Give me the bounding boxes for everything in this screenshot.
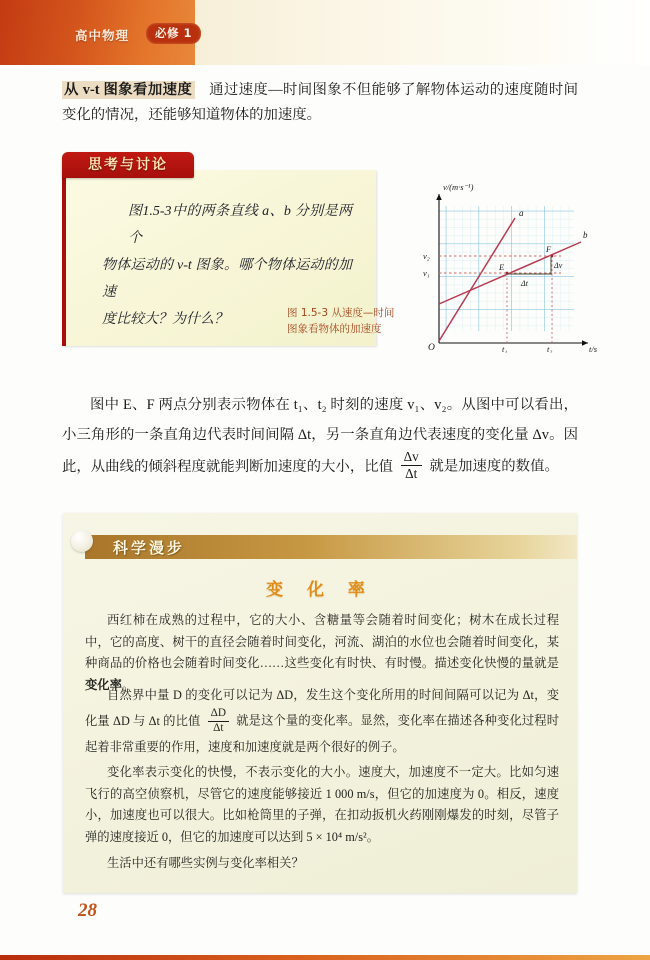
figure-caption-line-2: 图象看物体的加速度: [287, 323, 382, 335]
page-number: 28: [78, 900, 97, 921]
think-line-1: 图1.5-3中的两条直线 a、b 分别是两个: [128, 204, 352, 246]
circle-ornament-icon: [71, 530, 93, 552]
think-discuss-tab: [62, 152, 194, 178]
t1-label: t₁: [502, 344, 508, 353]
science-walk-box: [63, 513, 577, 893]
think-discuss-tab-label: 思考与讨论: [88, 157, 168, 173]
science-p1-bold: 变化率: [85, 677, 122, 692]
delta-v-label: Δv: [554, 261, 563, 270]
v2-label: v₂: [423, 251, 430, 261]
line-b-label: b: [583, 230, 588, 240]
x-axis-label: t/s: [589, 344, 598, 353]
science-p1-text: 西红柿在成熟的过程中，它的大小、含糖量等会随着时间变化；树木在成长过程中，它的高度、树干的直径会随着时间变化，河流、湖泊的水位也会随着时间变化，某种商品的价格也会随着时间变化……这些变化有时快、有时慢。描述变化快慢的量就是: [85, 613, 559, 670]
science-walk-title: 变 化 率: [266, 580, 374, 600]
fraction-denominator: Δt: [213, 721, 224, 734]
line-a-label: a: [519, 208, 524, 218]
intro-paragraph: [62, 78, 578, 128]
vt-graph-svg: [413, 178, 608, 353]
science-p2-text: 自然界中量 D 的变化可以记为 ΔD，发生这个变化所用的时间间隔可以记为 Δt，变化量 ΔD 与 Δt 的比值: [85, 688, 559, 728]
science-walk-bar-label: 科学漫步: [113, 539, 186, 557]
figure-1-5-3: [413, 178, 608, 353]
fraction-numerator: ΔD: [208, 708, 229, 722]
y-axis-arrow: [436, 194, 442, 200]
think-line-3: 度比较大？为什么？: [102, 312, 228, 327]
science-p4-text: 生活中还有哪些实例与变化率相关？: [107, 856, 304, 870]
fraction-numerator: Δv: [401, 450, 422, 466]
science-p1-end: 。: [121, 677, 135, 692]
point-f-label: F: [546, 244, 552, 254]
science-paragraph-2: [85, 683, 559, 760]
t2-label: t₂: [547, 344, 553, 353]
section-heading: 从 v-t 图象看加速度: [62, 81, 195, 99]
main-paragraph-part2: 就是加速度的数值。: [425, 458, 559, 475]
science-paragraph-3: [85, 762, 559, 848]
main-paragraph-part1: 图中 E、F 两点分别表示物体在 t₁、t₂ 时刻的速度 v₁、v₂。从图中可以看出，小三角形的一条直角边代表时间间隔 Δt，另一条直角边代表速度的变化量 Δv。因此，从曲线的倾斜程度就能判断加速度的大小，比值: [62, 397, 578, 475]
science-p2-end: 就是这个量的变化率。显然，变化率在描述各种变化过程时起着非常重要的作用，速度和加速度就是两个很好的例子。: [85, 713, 560, 754]
v1-label: v₁: [423, 268, 430, 278]
origin-label: O: [428, 343, 435, 353]
figure-caption: [287, 305, 412, 337]
x-axis-arrow: [582, 340, 588, 346]
fraction-denominator: Δt: [405, 465, 418, 481]
volume-badge: 必修 1: [146, 23, 201, 44]
point-e-marker: [506, 272, 509, 275]
delta-v-over-delta-t-fraction: [401, 450, 422, 481]
header-banner-fade: [195, 0, 650, 65]
science-p3-text: 变化率表示变化的快慢，不表示变化的大小。速度大，加速度不一定大。比如匀速飞行的高空侦察机，尽管它的速度能够接近 1 000 m/s，但它的加速度为 0。相反，速度小，加速度也可以很大。比如枪筒里的子弹，在扣动扳机火药刚刚爆发的时刻，尽管子弹的速度接近 0，但它的加速度可以达到 5 × 10⁴ m/s²。: [85, 765, 559, 844]
bottom-accent-bar: [0, 955, 650, 960]
book-title: 高中物理: [75, 28, 130, 43]
delta-t-label: Δt: [521, 279, 528, 288]
figure-caption-line-1: 图 1.5-3 从速度—时间: [287, 307, 395, 319]
delta-d-over-delta-t-fraction: [208, 708, 229, 735]
point-e-label: E: [499, 262, 505, 272]
main-paragraph: [62, 390, 578, 482]
science-walk-bar: [85, 535, 577, 559]
science-paragraph-4: [85, 853, 559, 875]
y-axis-label: v/(m·s⁻¹): [443, 182, 474, 192]
think-line-2: 物体运动的 v-t 图象。哪个物体运动的加速: [102, 258, 352, 300]
intro-text: 通过速度—时间图象不但能够了解物体运动的速度随时间变化的情况，还能够知道物体的加速度。: [62, 82, 578, 123]
point-f-marker: [551, 255, 554, 258]
